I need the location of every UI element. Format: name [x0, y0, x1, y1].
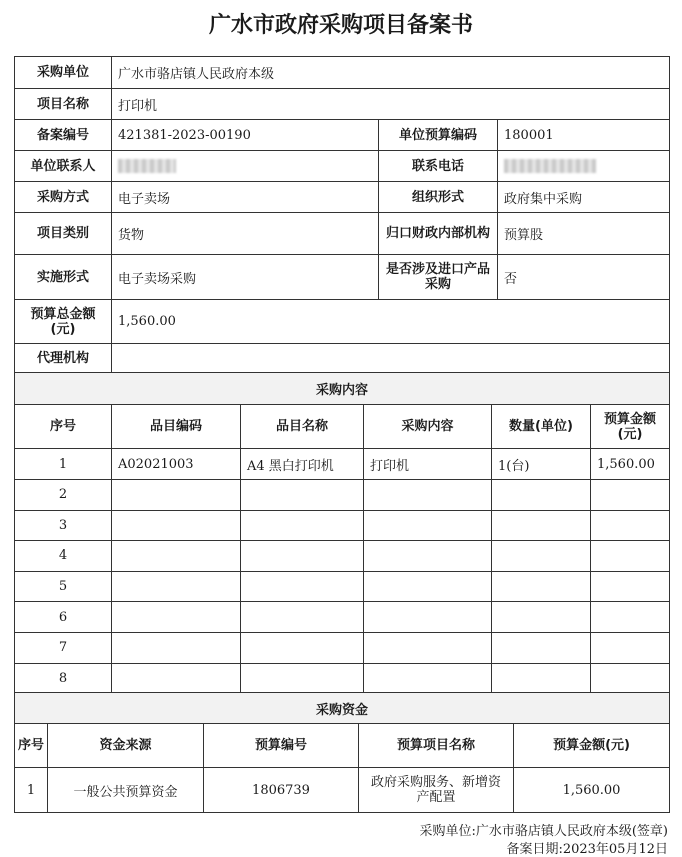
content-header: 品目名称	[241, 405, 364, 449]
table-row	[15, 480, 670, 511]
row-method	[15, 182, 670, 213]
content-cell-code	[112, 632, 241, 663]
content-cell-code	[112, 663, 241, 694]
content-cell-code	[112, 510, 241, 541]
funds-header: 预算编号	[204, 724, 359, 768]
finance-dept-value: 预算股	[498, 213, 670, 255]
content-cell-qty	[492, 541, 591, 572]
content-section-row	[15, 373, 670, 405]
row-project	[15, 89, 670, 120]
content-cell-no: 5	[15, 571, 112, 602]
unit-value: 广水市骆店镇人民政府本级	[112, 57, 670, 89]
row-total	[15, 300, 670, 344]
project-label: 项目名称	[15, 89, 112, 120]
record-no-label: 备案编号	[15, 120, 112, 151]
content-cell-qty	[492, 571, 591, 602]
phone-label: 联系电话	[379, 151, 498, 182]
content-header: 采购内容	[364, 405, 492, 449]
method-label: 采购方式	[15, 182, 112, 213]
content-cell-amount	[591, 480, 670, 511]
content-cell-content	[364, 480, 492, 511]
info-table	[14, 56, 670, 373]
content-cell-qty	[492, 632, 591, 663]
org-form-value: 政府集中采购	[498, 182, 670, 213]
content-cell-code	[112, 480, 241, 511]
content-cell-content	[364, 663, 492, 694]
funds-header-row	[15, 724, 670, 768]
content-header-row	[15, 405, 670, 449]
record-no-value: 421381-2023-00190	[112, 120, 379, 151]
agency-value	[112, 344, 670, 373]
content-cell-item-name	[241, 510, 364, 541]
finance-dept-label: 归口财政内部机构	[379, 213, 498, 255]
row-agency	[15, 344, 670, 373]
redacted-phone	[504, 159, 596, 173]
content-cell-code	[112, 541, 241, 572]
unit-label: 采购单位	[15, 57, 112, 89]
content-cell-amount	[591, 632, 670, 663]
content-cell-item-name: A4 黑白打印机	[241, 449, 364, 480]
content-cell-amount	[591, 510, 670, 541]
import-value: 否	[498, 255, 670, 300]
content-cell-content	[364, 602, 492, 633]
content-cell-item-name	[241, 632, 364, 663]
table-row	[15, 663, 670, 694]
funds-table	[14, 692, 670, 813]
row-record	[15, 120, 670, 151]
content-cell-amount	[591, 602, 670, 633]
content-cell-no: 8	[15, 663, 112, 694]
footer-unit: 采购单位:广水市骆店镇人民政府本级(签章)	[419, 824, 668, 839]
content-cell-amount	[591, 541, 670, 572]
content-cell-content	[364, 571, 492, 602]
funds-header: 资金来源	[48, 724, 204, 768]
impl-value: 电子卖场采购	[112, 255, 379, 300]
content-cell-item-name	[241, 480, 364, 511]
content-cell-item-name	[241, 663, 364, 694]
funds-cell-no: 1	[15, 768, 48, 813]
budget-code-label: 单位预算编码	[379, 120, 498, 151]
content-header: 预算金额(元)	[591, 405, 670, 449]
content-cell-no: 3	[15, 510, 112, 541]
funds-header: 预算金额(元)	[514, 724, 670, 768]
table-row	[15, 602, 670, 633]
content-header: 数量(单位)	[492, 405, 591, 449]
table-row	[15, 510, 670, 541]
content-cell-no: 4	[15, 541, 112, 572]
content-cell-qty	[492, 510, 591, 541]
total-label: 预算总金额(元)	[15, 300, 112, 344]
funds-cell-amount: 1,560.00	[514, 768, 670, 813]
content-cell-item-name	[241, 571, 364, 602]
table-row	[15, 768, 670, 813]
content-cell-no: 2	[15, 480, 112, 511]
row-unit	[15, 57, 670, 89]
content-cell-amount	[591, 571, 670, 602]
method-value: 电子卖场	[112, 182, 379, 213]
content-cell-code	[112, 602, 241, 633]
content-cell-no: 1	[15, 449, 112, 480]
table-row	[15, 541, 670, 572]
import-label: 是否涉及进口产品采购	[379, 255, 498, 300]
content-cell-qty	[492, 480, 591, 511]
funds-cell-budget-no: 1806739	[204, 768, 359, 813]
redacted-contact	[118, 159, 176, 173]
document-title: 广水市政府采购项目备案书	[208, 13, 473, 38]
funds-section-title: 采购资金	[15, 693, 670, 724]
funds-cell-source: 一般公共预算资金	[48, 768, 204, 813]
category-label: 项目类别	[15, 213, 112, 255]
content-cell-qty	[492, 663, 591, 694]
table-row	[15, 571, 670, 602]
content-cell-qty: 1(台)	[492, 449, 591, 480]
table-row	[15, 449, 670, 480]
content-cell-amount	[591, 663, 670, 694]
contact-value	[112, 151, 379, 182]
funds-header: 预算项目名称	[359, 724, 514, 768]
content-section-title: 采购内容	[15, 373, 670, 405]
total-value: 1,560.00	[112, 300, 670, 344]
project-value: 打印机	[112, 89, 670, 120]
agency-label: 代理机构	[15, 344, 112, 373]
row-contact	[15, 151, 670, 182]
content-cell-qty	[492, 602, 591, 633]
content-cell-content	[364, 510, 492, 541]
phone-value	[498, 151, 670, 182]
funds-cell-project-name: 政府采购服务、新增资产配置	[359, 768, 514, 813]
content-table	[14, 372, 670, 694]
category-value: 货物	[112, 213, 379, 255]
content-header: 品目编码	[112, 405, 241, 449]
content-cell-no: 7	[15, 632, 112, 663]
content-cell-amount: 1,560.00	[591, 449, 670, 480]
content-cell-item-name	[241, 602, 364, 633]
row-impl	[15, 255, 670, 300]
content-cell-item-name	[241, 541, 364, 572]
funds-section-row	[15, 693, 670, 724]
content-cell-content	[364, 541, 492, 572]
funds-header: 序号	[15, 724, 48, 768]
content-header: 序号	[15, 405, 112, 449]
content-cell-content: 打印机	[364, 449, 492, 480]
contact-label: 单位联系人	[15, 151, 112, 182]
table-row	[15, 632, 670, 663]
content-cell-code: A02021003	[112, 449, 241, 480]
budget-code-value: 180001	[498, 120, 670, 151]
row-category	[15, 213, 670, 255]
content-cell-code	[112, 571, 241, 602]
content-cell-content	[364, 632, 492, 663]
impl-label: 实施形式	[15, 255, 112, 300]
footer-date: 备案日期:2023年05月12日	[506, 842, 668, 857]
org-form-label: 组织形式	[379, 182, 498, 213]
content-cell-no: 6	[15, 602, 112, 633]
